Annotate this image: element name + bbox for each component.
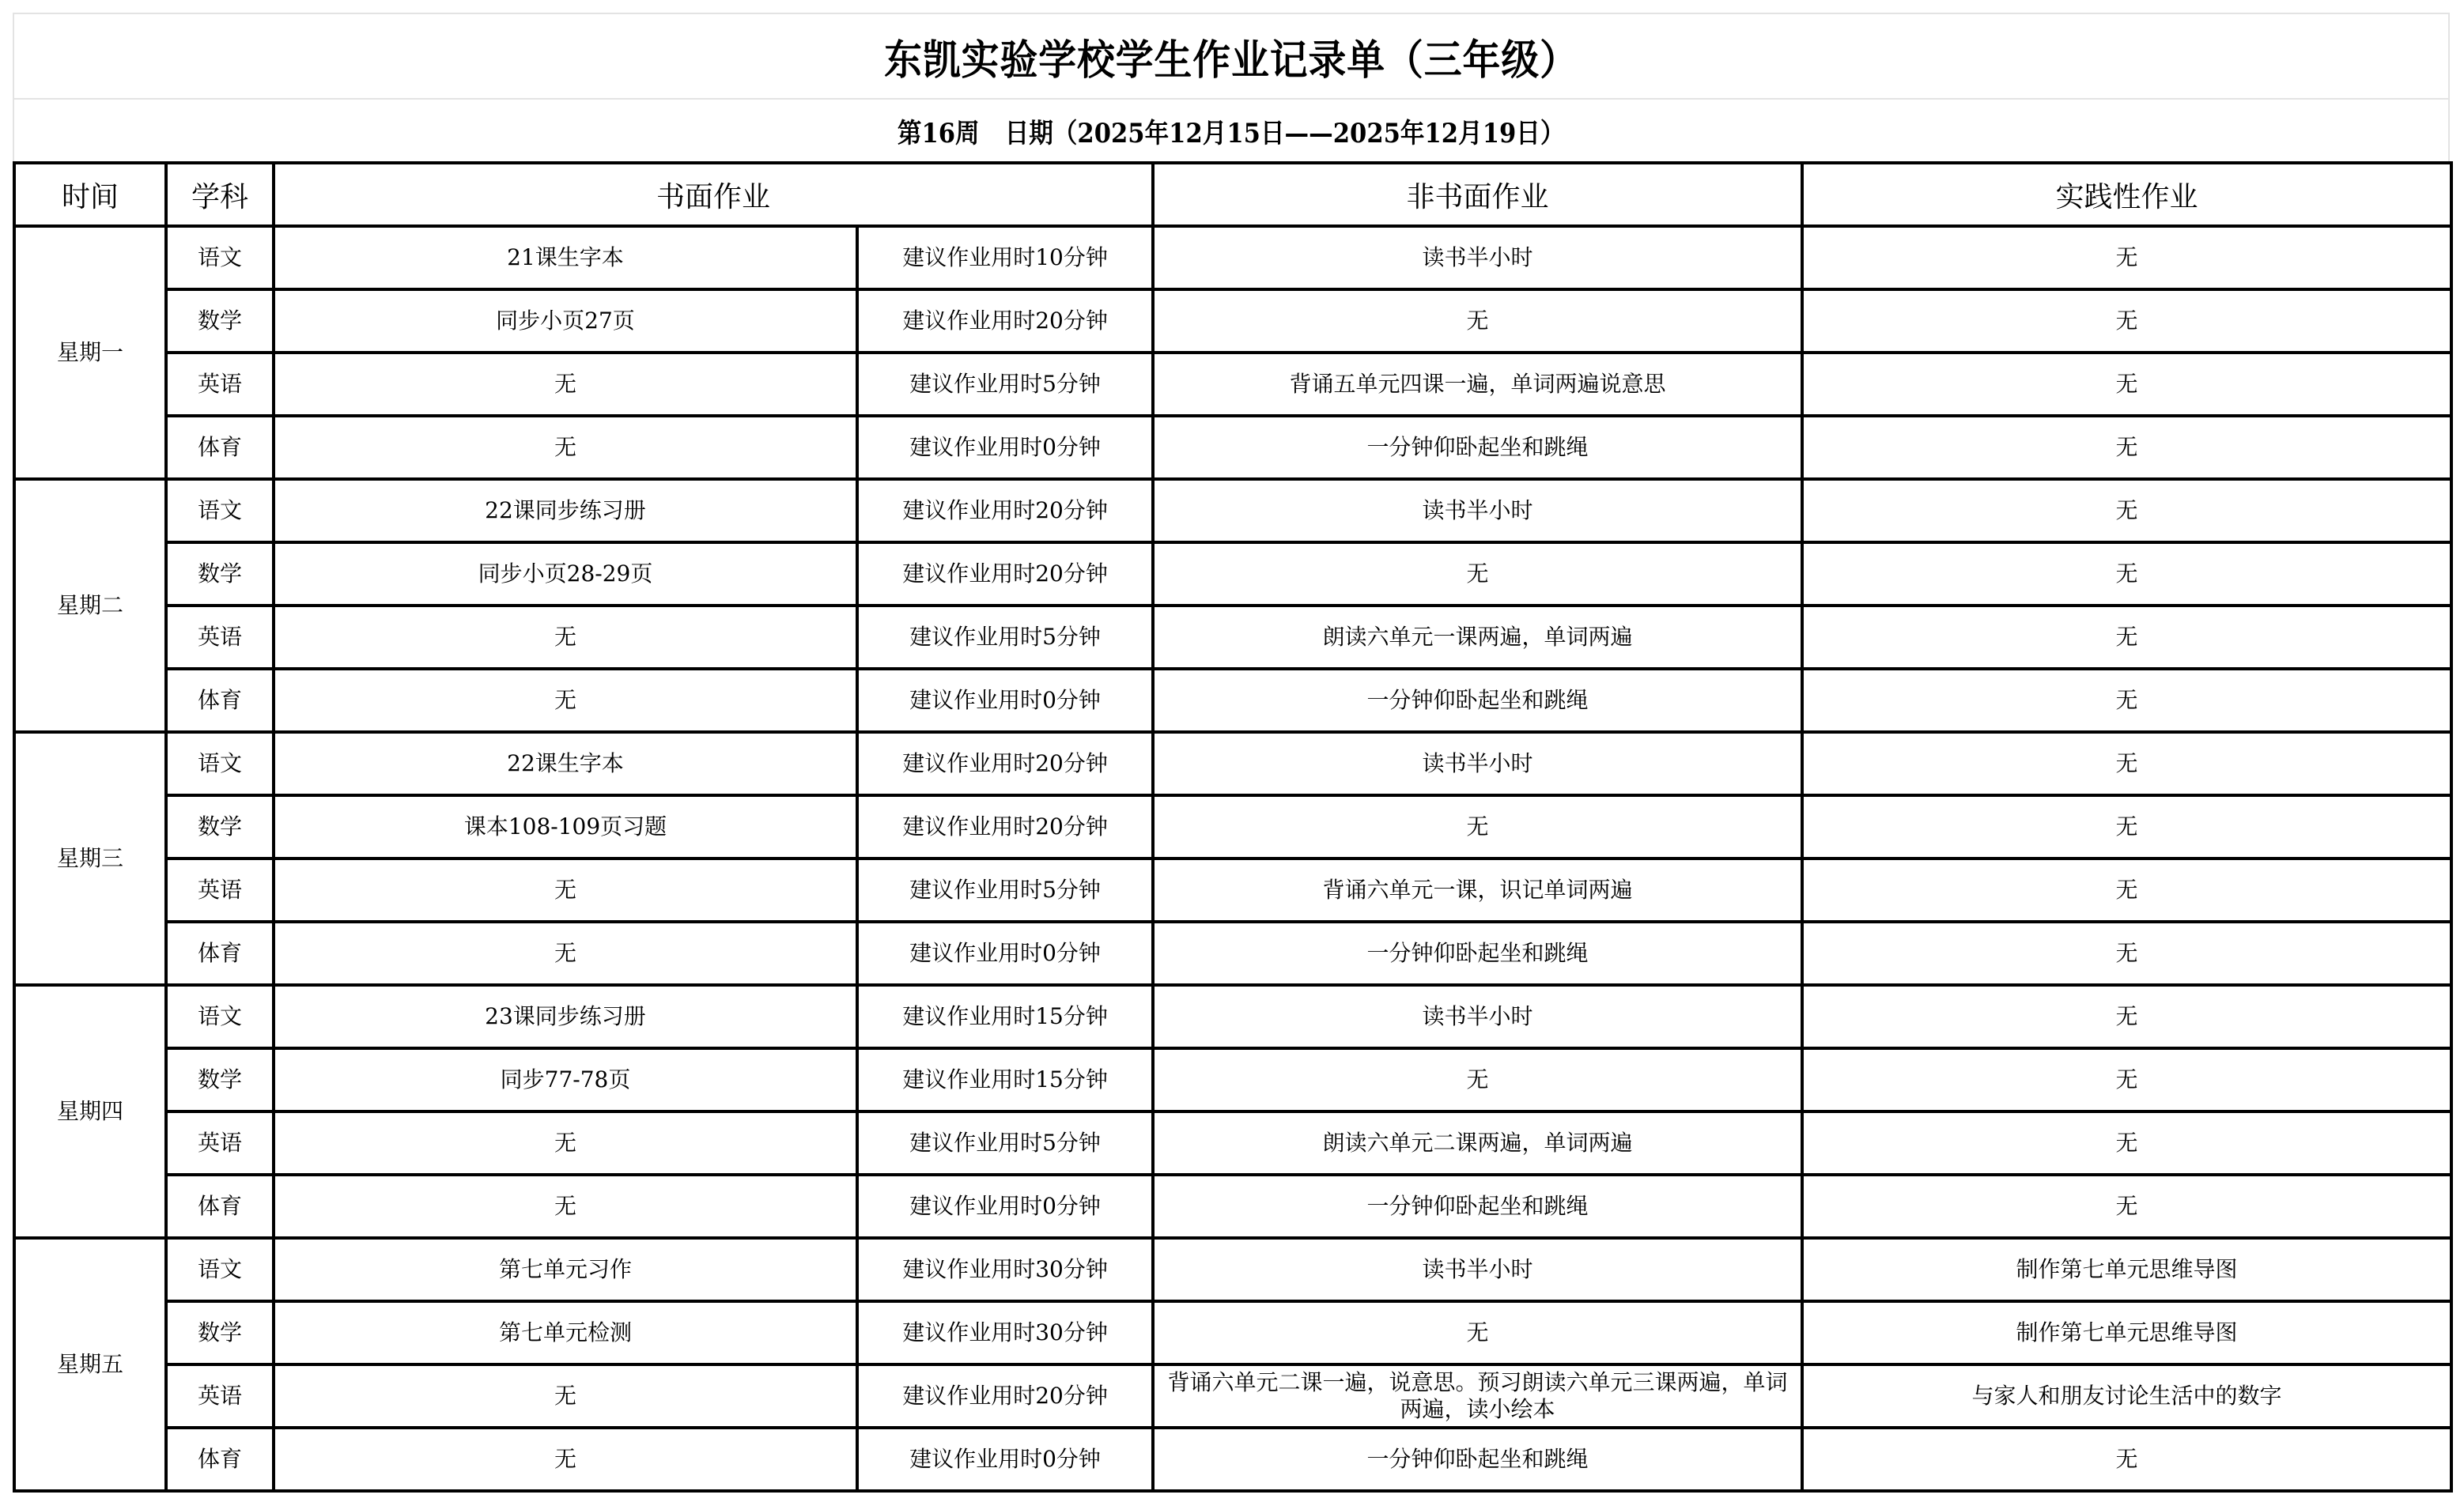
- subject-cell: 数学: [166, 542, 274, 606]
- written-homework-cell: 无: [274, 669, 857, 732]
- subject-cell: 数学: [166, 289, 274, 353]
- table-row: [14, 606, 2451, 669]
- non-written-homework-cell: 背诵五单元四课一遍，单词两遍说意思: [1153, 353, 1802, 416]
- subject-cell: 英语: [166, 859, 274, 922]
- subject-cell: 英语: [166, 353, 274, 416]
- practice-homework-cell: 无: [1802, 416, 2451, 479]
- weekday-cell: 星期三: [14, 732, 166, 985]
- non-written-homework-cell: 一分钟仰卧起坐和跳绳: [1153, 922, 1802, 985]
- suggested-duration-cell: 建议作业用时30分钟: [857, 1238, 1153, 1301]
- suggested-duration-cell: 建议作业用时0分钟: [857, 922, 1153, 985]
- non-written-homework-cell: 无: [1153, 1301, 1802, 1364]
- written-homework-cell: 无: [274, 1175, 857, 1238]
- non-written-homework-cell: 无: [1153, 289, 1802, 353]
- practice-homework-cell: 无: [1802, 353, 2451, 416]
- suggested-duration-cell: 建议作业用时0分钟: [857, 416, 1153, 479]
- subject-cell: 体育: [166, 922, 274, 985]
- written-homework-cell: 23课同步练习册: [274, 985, 857, 1048]
- practice-homework-cell: 无: [1802, 226, 2451, 289]
- non-written-homework-cell: 无: [1153, 542, 1802, 606]
- table-row: [14, 669, 2451, 732]
- written-homework-cell: 无: [274, 1364, 857, 1428]
- suggested-duration-cell: 建议作业用时20分钟: [857, 795, 1153, 859]
- practice-homework-cell: 无: [1802, 1111, 2451, 1175]
- table-row: [14, 985, 2451, 1048]
- practice-homework-cell: 无: [1802, 859, 2451, 922]
- written-homework-cell: 第七单元习作: [274, 1238, 857, 1301]
- written-homework-cell: 课本108-109页习题: [274, 795, 857, 859]
- practice-homework-cell: 制作第七单元思维导图: [1802, 1238, 2451, 1301]
- written-homework-cell: 无: [274, 922, 857, 985]
- table-row: [14, 1111, 2451, 1175]
- practice-homework-cell: 与家人和朋友讨论生活中的数字: [1802, 1364, 2451, 1428]
- suggested-duration-cell: 建议作业用时5分钟: [857, 353, 1153, 416]
- subject-cell: 语文: [166, 479, 274, 542]
- written-homework-cell: 无: [274, 1428, 857, 1491]
- practice-homework-cell: 无: [1802, 985, 2451, 1048]
- written-homework-cell: 无: [274, 416, 857, 479]
- written-homework-cell: 同步小页27页: [274, 289, 857, 353]
- non-written-homework-cell: 读书半小时: [1153, 226, 1802, 289]
- written-homework-cell: 无: [274, 1111, 857, 1175]
- practice-homework-cell: 无: [1802, 1428, 2451, 1491]
- table-row: [14, 353, 2451, 416]
- subject-cell: 体育: [166, 1428, 274, 1491]
- suggested-duration-cell: 建议作业用时10分钟: [857, 226, 1153, 289]
- week-date-range: 第16周 日期（2025年12月15日——2025年12月19日）: [898, 117, 1565, 149]
- subject-cell: 体育: [166, 1175, 274, 1238]
- subtitle-row: [13, 98, 2450, 161]
- header-time: 时间: [14, 163, 166, 226]
- practice-homework-cell: 无: [1802, 1048, 2451, 1111]
- table-row: [14, 922, 2451, 985]
- written-homework-cell: 无: [274, 353, 857, 416]
- practice-homework-cell: 无: [1802, 1175, 2451, 1238]
- table-row: [14, 1175, 2451, 1238]
- table-row: [14, 289, 2451, 353]
- suggested-duration-cell: 建议作业用时20分钟: [857, 1364, 1153, 1428]
- table-row: [14, 416, 2451, 479]
- homework-table: [13, 161, 2453, 1493]
- subject-cell: 体育: [166, 416, 274, 479]
- practice-homework-cell: 无: [1802, 289, 2451, 353]
- written-homework-cell: 第七单元检测: [274, 1301, 857, 1364]
- practice-homework-cell: 无: [1802, 795, 2451, 859]
- subject-cell: 语文: [166, 732, 274, 795]
- suggested-duration-cell: 建议作业用时0分钟: [857, 1428, 1153, 1491]
- non-written-homework-cell: 朗读六单元一课两遍，单词两遍: [1153, 606, 1802, 669]
- suggested-duration-cell: 建议作业用时20分钟: [857, 542, 1153, 606]
- table-row: [14, 1238, 2451, 1301]
- subject-cell: 体育: [166, 669, 274, 732]
- table-row: [14, 859, 2451, 922]
- written-homework-cell: 同步小页28-29页: [274, 542, 857, 606]
- written-homework-cell: 同步77-78页: [274, 1048, 857, 1111]
- non-written-homework-cell: 一分钟仰卧起坐和跳绳: [1153, 416, 1802, 479]
- weekday-cell: 星期五: [14, 1238, 166, 1491]
- header-non-written: 非书面作业: [1153, 163, 1802, 226]
- written-homework-cell: 无: [274, 606, 857, 669]
- table-row: [14, 1428, 2451, 1491]
- subject-cell: 语文: [166, 226, 274, 289]
- subject-cell: 英语: [166, 1364, 274, 1428]
- non-written-homework-cell: 读书半小时: [1153, 732, 1802, 795]
- header-practice: 实践性作业: [1802, 163, 2451, 226]
- practice-homework-cell: 无: [1802, 479, 2451, 542]
- subject-cell: 语文: [166, 985, 274, 1048]
- practice-homework-cell: 制作第七单元思维导图: [1802, 1301, 2451, 1364]
- written-homework-cell: 22课生字本: [274, 732, 857, 795]
- written-homework-cell: 无: [274, 859, 857, 922]
- suggested-duration-cell: 建议作业用时5分钟: [857, 859, 1153, 922]
- weekday-cell: 星期二: [14, 479, 166, 732]
- table-row: [14, 1364, 2451, 1428]
- header-written: 书面作业: [274, 163, 1153, 226]
- subject-cell: 语文: [166, 1238, 274, 1301]
- suggested-duration-cell: 建议作业用时0分钟: [857, 1175, 1153, 1238]
- non-written-homework-cell: 读书半小时: [1153, 1238, 1802, 1301]
- title-block: [13, 13, 2450, 161]
- table-row: [14, 732, 2451, 795]
- non-written-homework-cell: 无: [1153, 1048, 1802, 1111]
- non-written-homework-cell: 背诵六单元一课，识记单词两遍: [1153, 859, 1802, 922]
- suggested-duration-cell: 建议作业用时5分钟: [857, 1111, 1153, 1175]
- suggested-duration-cell: 建议作业用时20分钟: [857, 732, 1153, 795]
- table-row: [14, 479, 2451, 542]
- table-row: [14, 1048, 2451, 1111]
- written-homework-cell: 21课生字本: [274, 226, 857, 289]
- table-body: [14, 226, 2451, 1491]
- subject-cell: 英语: [166, 606, 274, 669]
- non-written-homework-cell: 无: [1153, 795, 1802, 859]
- suggested-duration-cell: 建议作业用时30分钟: [857, 1301, 1153, 1364]
- weekday-cell: 星期四: [14, 985, 166, 1238]
- non-written-homework-cell: 一分钟仰卧起坐和跳绳: [1153, 669, 1802, 732]
- practice-homework-cell: 无: [1802, 732, 2451, 795]
- suggested-duration-cell: 建议作业用时5分钟: [857, 606, 1153, 669]
- non-written-homework-cell: 一分钟仰卧起坐和跳绳: [1153, 1175, 1802, 1238]
- non-written-homework-cell: 背诵六单元二课一遍，说意思。预习朗读六单元三课两遍，单词两遍，读小绘本: [1153, 1364, 1802, 1428]
- table-row: [14, 795, 2451, 859]
- subject-cell: 数学: [166, 795, 274, 859]
- non-written-homework-cell: 朗读六单元二课两遍，单词两遍: [1153, 1111, 1802, 1175]
- suggested-duration-cell: 建议作业用时0分钟: [857, 669, 1153, 732]
- suggested-duration-cell: 建议作业用时15分钟: [857, 985, 1153, 1048]
- table-row: [14, 226, 2451, 289]
- practice-homework-cell: 无: [1802, 606, 2451, 669]
- non-written-homework-cell: 读书半小时: [1153, 479, 1802, 542]
- table-row: [14, 1301, 2451, 1364]
- non-written-homework-cell: 一分钟仰卧起坐和跳绳: [1153, 1428, 1802, 1491]
- subject-cell: 数学: [166, 1048, 274, 1111]
- subject-cell: 数学: [166, 1301, 274, 1364]
- table-row: [14, 542, 2451, 606]
- suggested-duration-cell: 建议作业用时15分钟: [857, 1048, 1153, 1111]
- title-row: [13, 13, 2450, 98]
- suggested-duration-cell: 建议作业用时20分钟: [857, 479, 1153, 542]
- practice-homework-cell: 无: [1802, 669, 2451, 732]
- practice-homework-cell: 无: [1802, 542, 2451, 606]
- suggested-duration-cell: 建议作业用时20分钟: [857, 289, 1153, 353]
- header-subject: 学科: [166, 163, 274, 226]
- subject-cell: 英语: [166, 1111, 274, 1175]
- practice-homework-cell: 无: [1802, 922, 2451, 985]
- header-row: [14, 163, 2451, 226]
- non-written-homework-cell: 读书半小时: [1153, 985, 1802, 1048]
- written-homework-cell: 22课同步练习册: [274, 479, 857, 542]
- weekday-cell: 星期一: [14, 226, 166, 479]
- page-title: 东凯实验学校学生作业记录单（三年级）: [884, 36, 1578, 85]
